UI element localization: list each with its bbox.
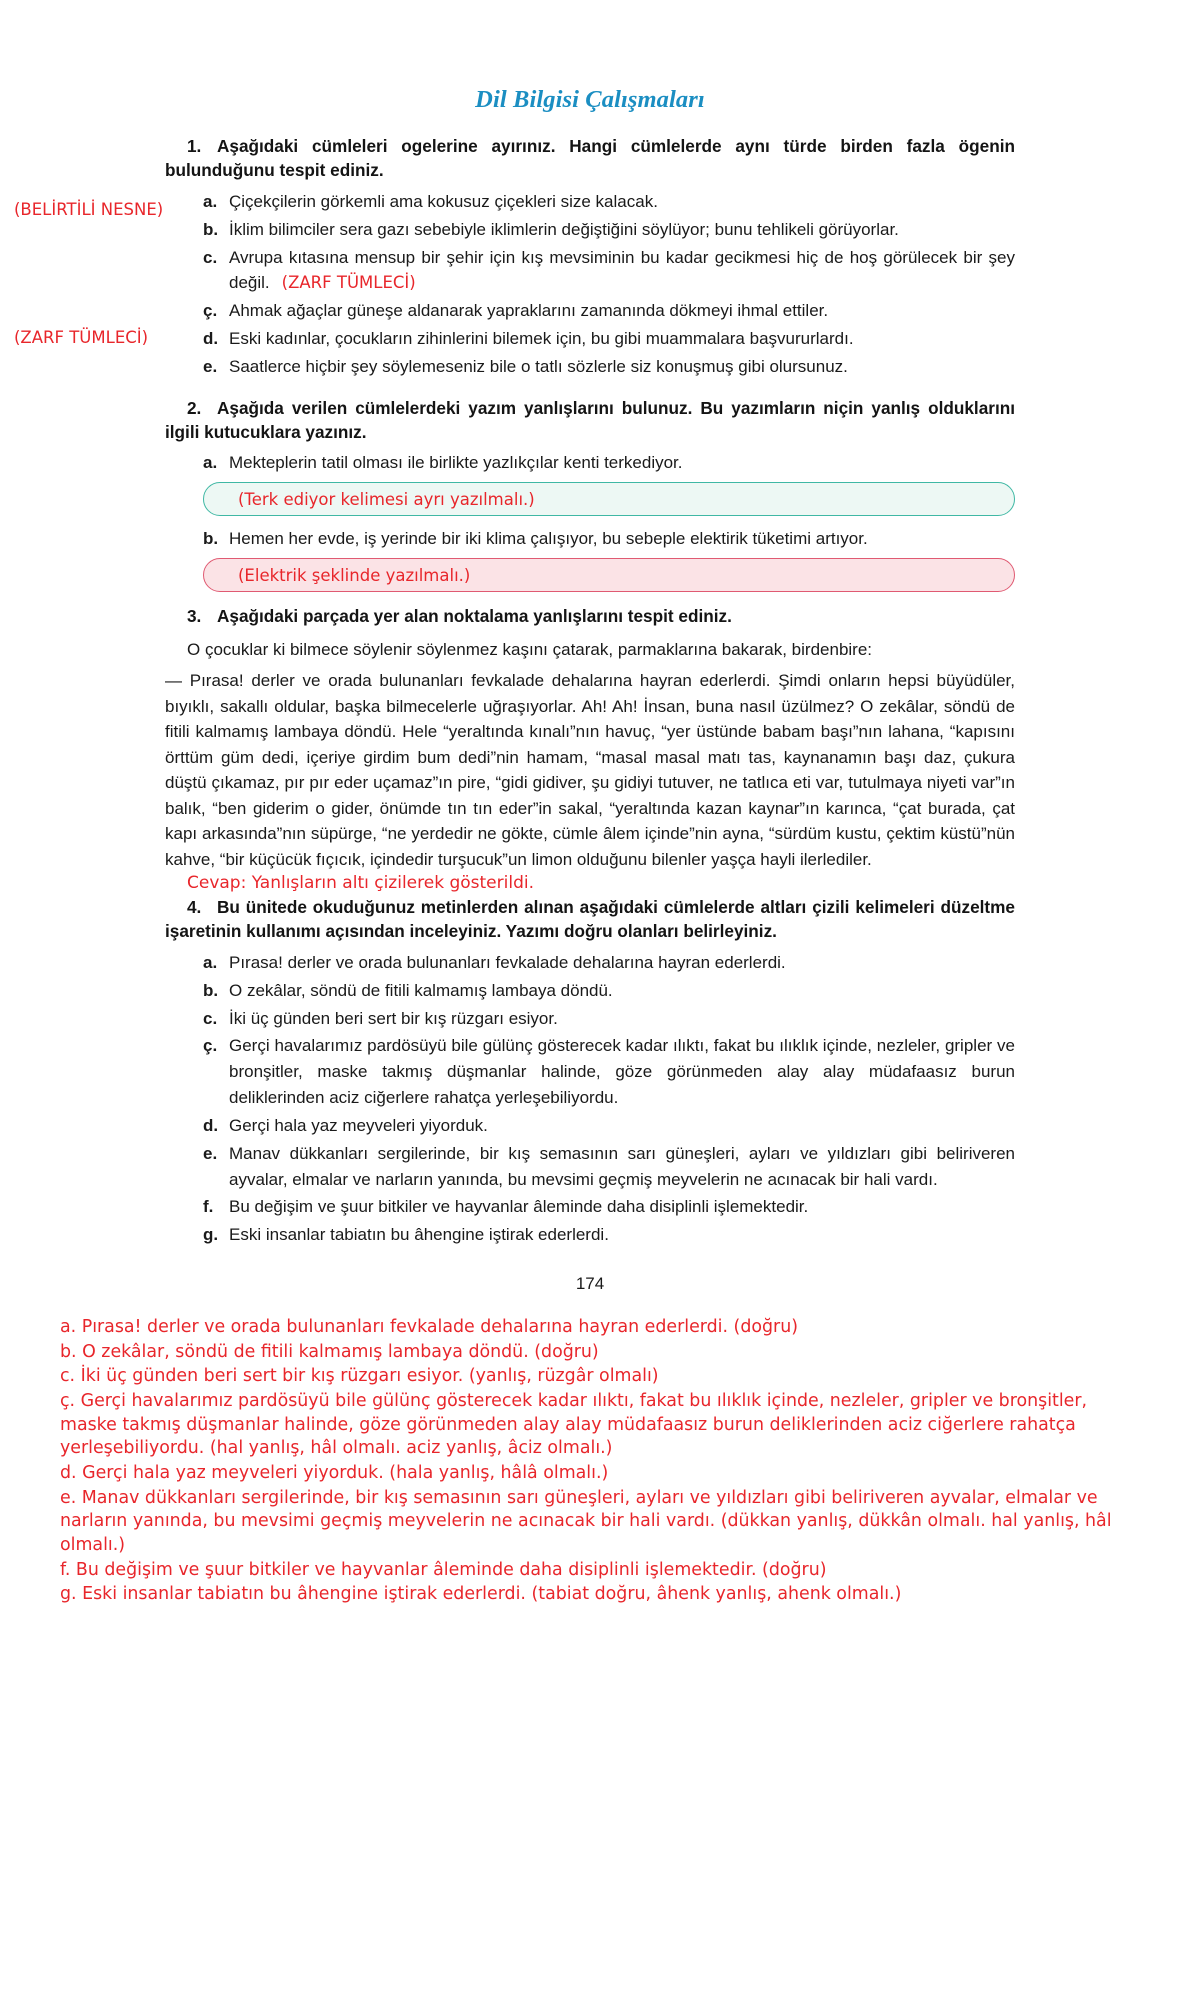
page-title: Dil Bilgisi Çalışmaları: [475, 86, 705, 113]
list-item-text: [229, 978, 1015, 1004]
underlined-word: hali: [863, 1169, 891, 1189]
list-item-letter: ç.: [203, 1036, 218, 1056]
plain-text-run: daha disiplinli işlemektedir.: [602, 1197, 809, 1217]
exercise-3-paragraph-intro: O çocuklar ki bilmece söylenir söylenmez kaşını çatarak, parmaklarına bakarak, birdenbire:: [187, 639, 873, 659]
answer-key-line: a. Pırasa! derler ve orada bulunanları fevkalade dehalarına hayran ederlerdi. (doğru): [60, 1317, 799, 1338]
plain-text-run: hayran ederlerdi.: [653, 952, 786, 972]
exercise-3-prompt: Aşağıdaki parçada yer alan noktalama yanlışlarını tespit ediniz.: [217, 606, 732, 627]
underlined-word: âhengine: [414, 1225, 485, 1245]
annotation-zarf-tumleci-margin: (ZARF TÜMLECİ): [14, 328, 149, 347]
list-item-letter: b.: [203, 980, 219, 1000]
answer-box-a[interactable]: [203, 482, 1015, 516]
plain-text-run: vardı.: [890, 1169, 938, 1189]
exercise-3-answer-note: Cevap: Yanlışların altı çizilerek gösterildi.: [187, 873, 534, 894]
list-item-letter: b.: [203, 529, 219, 549]
list-item: [165, 1006, 1015, 1032]
list-item-letter: d.: [203, 1115, 219, 1135]
page-content: [165, 0, 1015, 1294]
list-item-letter: ç.: [203, 301, 218, 321]
list-item-letter: a.: [203, 952, 218, 972]
exercise-4-number: 4.: [187, 897, 202, 918]
list-item: [165, 298, 1015, 324]
list-item: [165, 245, 1015, 297]
list-item-text: [229, 1033, 1015, 1110]
list-item: [165, 526, 1015, 552]
list-item-letter: f.: [203, 1197, 214, 1217]
underlined-word: zekâlar: [246, 980, 301, 1000]
answer-box-a-text: (Terk ediyor kelimesi ayrı yazılmalı.): [238, 489, 535, 509]
answer-key-line: c. İki üç günden beri sert bir kış rüzgarı esiyor. (yanlış, rüzgâr olmalı): [60, 1366, 659, 1387]
underlined-word: dükkanları: [289, 1143, 369, 1163]
plain-text-run: iştirak ederlerdi.: [484, 1225, 609, 1245]
plain-text-run: , göze görünmeden alay alay müdafaasız burun deliklerinden: [229, 1062, 1015, 1108]
plain-text-run: İki üç günden beri sert bir kış: [229, 1008, 452, 1028]
exercise-4-heading: [165, 895, 1015, 944]
exercise-2-heading: [165, 396, 1015, 445]
list-item: [165, 354, 1015, 380]
exercise-3-paragraph-body: — Pırasa! derler ve orada bulunanları fevkalade dehalarına hayran ederlerdi. Şimdi onların hepsi büyüdüler, bıyıklı, sakallı oldular, başka bilmecelerle uğraşıyorlar. Ah! Ah! İnsan, buna nasıl üzülmez? O zekâlar, söndü de fitili kalmamış lambaya döndü. Hele “yeraltında kınalı”nın havuç, “yer üstünde babam başı”nın lahana, “kapısını örttüm güm dedi, içeriye girdim bum dedi”nin hamam, “masal masal matı tas, kaynanamın başı daz, çukura düştü çıkamaz, pır pır eder uçamaz”ın pire, “gidi gidiver, şu gidiyi tutuver, ne tatlıca eti var, tutulmaya niyeti var”ın balık, “ben giderim o gider, önümde tın tın eder”in sakal, “yeraltında kazan kaynar”ın karınca, “çat burada, çat kapı arkasında”nın süpürge, “ne yerdedir ne gökte, cümle âlem içinde”nin ayna, “sürdüm kustu, çektim küstü”nün kahve, “bir küçücük fıçıcık, içindedir turşucuk”un limon olduğunu bilenler yaşça hayli ilerlediler.: [165, 671, 1015, 869]
answer-box-b[interactable]: [203, 558, 1015, 592]
list-item: [165, 950, 1015, 976]
plain-text-run: Manav: [229, 1143, 290, 1163]
plain-text-run: Gerçi: [229, 1115, 275, 1135]
plain-text-run: ciğerlere rahatça yerleşebiliyordu.: [359, 1088, 619, 1108]
list-item-text: Çiçekçilerin görkemli ama kokusuz çiçekleri size kalacak.: [229, 191, 658, 211]
exercise-1-number: 1.: [187, 136, 202, 156]
list-item: [165, 189, 1015, 215]
list-item-letter: c.: [203, 247, 218, 267]
list-item: [165, 1194, 1015, 1220]
annotation-belirtili-nesne: (BELİRTİLİ NESNE): [14, 200, 164, 219]
list-item: [165, 326, 1015, 352]
list-item-letter: e.: [203, 1143, 218, 1163]
list-item-text: [229, 950, 1015, 976]
underlined-word: âleminde: [533, 1197, 603, 1217]
list-item-text: [229, 1113, 1015, 1139]
list-item-letter: b.: [203, 219, 219, 239]
plain-text-run: esiyor.: [503, 1008, 558, 1028]
answer-box-b-text: (Elektrik şeklinde yazılmalı.): [238, 565, 471, 585]
exercise-3-number: 3.: [187, 606, 202, 627]
list-item: [165, 1033, 1015, 1110]
list-item-letter: g.: [203, 1225, 219, 1245]
underlined-word: fevkalade: [495, 952, 569, 972]
plain-text-run: Gerçi havalarımız pardösüyü bile gülünç gösterecek kadar ılıktı, fakat bu ılıklık içinde, nezleler, gripler ve bronşitler, maske takmış düşmanlar: [229, 1036, 1015, 1082]
list-item-letter: a.: [203, 191, 218, 211]
answer-key-block: [60, 1316, 1120, 1607]
plain-text-run: sergilerinde, bir kış semasının sarı güneşleri, ayları ve yıldızları gibi beliriveren ayvalar, elmalar ve narların yanında, bu mevsimi geçmiş meyvelerin ne acınacak bir: [229, 1143, 1016, 1189]
exercise-1-heading: [165, 134, 1015, 183]
exercise-3-heading: [165, 604, 1015, 628]
page-number: 174: [575, 1274, 605, 1294]
exercise-2-number: 2.: [187, 397, 202, 418]
plain-text-run: bu: [385, 1225, 415, 1245]
list-item-letter: e.: [203, 356, 218, 376]
plain-text-run: O: [229, 980, 247, 1000]
exercise-4-prompt: Bu ünitede okuduğunuz metinlerden alınan aşağıdaki cümlelerde altları çizili kelimeleri düzeltme işaretinin kullanımı açısından inceleyiniz. Yazımı doğru olanları belirleyiniz.: [165, 897, 1015, 942]
list-item: [165, 450, 1015, 476]
answer-key-line: d. Gerçi hala yaz meyveleri yiyorduk. (hala yanlış, hâlâ olmalı.): [60, 1463, 609, 1484]
answer-key-line: b. O zekâlar, söndü de fitili kalmamış lambaya döndü. (doğru): [60, 1341, 599, 1362]
underlined-word: hala: [274, 1115, 307, 1135]
answer-key-line: ç. Gerçi havalarımız pardösüyü bile gülünç gösterecek kadar ılıktı, fakat bu ılıklık içinde, nezleler, gripler ve bronşitler, maske takmış düşmanlar halinde, göze görünmeden alay alay müdafaasız burun deliklerinden aciz ciğerlere rahatça yerleşebiliyordu. (hal yanlış, hâl olmalı. aciz yanlış, âciz olmalı.): [60, 1391, 1088, 1459]
list-item-sentence: Avrupa kıtasına mensup bir şehir için kış mevsiminin bu kadar gecikmesi hiç de hoş görülecek bir şey değil.: [229, 247, 1015, 293]
plain-text-run: Eski insanlar: [229, 1225, 331, 1245]
exercise-2-prompt: Aşağıda verilen cümlelerdeki yazım yanlışlarını bulunuz. Bu yazımların niçin yanlış olduklarını ilgili kutucuklara yazınız.: [165, 397, 1015, 443]
list-item: [165, 978, 1015, 1004]
list-item-letter: d.: [203, 328, 219, 348]
exercise-1-prompt: Aşağıdaki cümleleri ogelerine ayırınız. Hangi cümlelerde aynı türde birden fazla ögenin bulunduğunu tespit ediniz.: [165, 136, 1015, 181]
answer-key-line: e. Manav dükkanları sergilerinde, bir kış semasının sarı güneşleri, ayları ve yıldızları gibi beliriveren ayvalar, elmalar ve narların yanında, bu mevsimi geçmiş meyvelerin ne acınacak bir hali vardı. (dükkan yanlış, dükkân olmalı. hal yanlış, hâl olmalı.): [60, 1487, 1112, 1556]
annotation-zarf-tumleci-inline: (ZARF TÜMLECİ): [281, 273, 416, 293]
underlined-word: aciz: [329, 1088, 360, 1108]
list-item: [165, 1222, 1015, 1248]
list-item-text: Eski kadınlar, çocukların zihinlerini bilemek için, bu gibi muammalara başvururlardı.: [229, 328, 854, 348]
list-item-text: Saatlerce hiçbir şey söylemeseniz bile o tatlı sözlerle siz konuşmuş gibi olursunuz.: [229, 356, 848, 376]
answer-key-line: f. Bu değişim ve şuur bitkiler ve hayvanlar âleminde daha disiplinli işlemektedir. (doğru): [60, 1559, 827, 1580]
list-item: [165, 1141, 1015, 1193]
underlined-word: tabiatın: [330, 1225, 386, 1245]
underlined-word: halinde: [541, 1062, 596, 1082]
list-item-text: [229, 1006, 1015, 1032]
exercise-4-list: [165, 950, 1015, 1248]
underlined-word: rüzgarı: [451, 1008, 504, 1028]
list-item-text: [229, 1222, 1015, 1248]
list-item-text: Mekteplerin tatil olması ile birlikte yazlıkçılar kenti terkediyor.: [229, 453, 683, 473]
plain-text-run: yaz meyveleri yiyorduk.: [306, 1115, 488, 1135]
list-item-text: İklim bilimciler sera gazı sebebiyle iklimlerin değiştiğini söylüyor; bunu tehlikeli görüyorlar.: [229, 219, 899, 239]
list-item-text: [229, 1141, 1015, 1193]
list-item-text: [229, 1194, 1015, 1220]
list-item-text: Hemen her evde, iş yerinde bir iki klima çalışıyor, bu sebeple elektirik tüketimi artıyor.: [229, 529, 868, 549]
list-item-letter: a.: [203, 453, 218, 473]
underlined-word: dehalarına: [573, 952, 654, 972]
list-item: [165, 1113, 1015, 1139]
list-item-letter: c.: [203, 1008, 218, 1028]
plain-text-run: , söndü de fitili kalmamış lambaya döndü.: [300, 980, 613, 1000]
answer-key-line: g. Eski insanlar tabiatın bu âhengine iştirak ederlerdi. (tabiat doğru, âhenk yanlış, ahenk olmalı.): [60, 1584, 902, 1605]
list-item: [165, 217, 1015, 243]
list-item-text: Ahmak ağaçlar güneşe aldanarak yapraklarını zamanında dökmeyi ihmal ettiler.: [229, 301, 829, 321]
plain-text-run: Pırasa! derler ve orada bulunanları: [229, 952, 496, 972]
list-item-text: [229, 245, 1015, 297]
plain-text-run: Bu değişim ve şuur bitkiler ve hayvanlar: [229, 1197, 534, 1217]
exercise-1-list: [165, 189, 1015, 380]
